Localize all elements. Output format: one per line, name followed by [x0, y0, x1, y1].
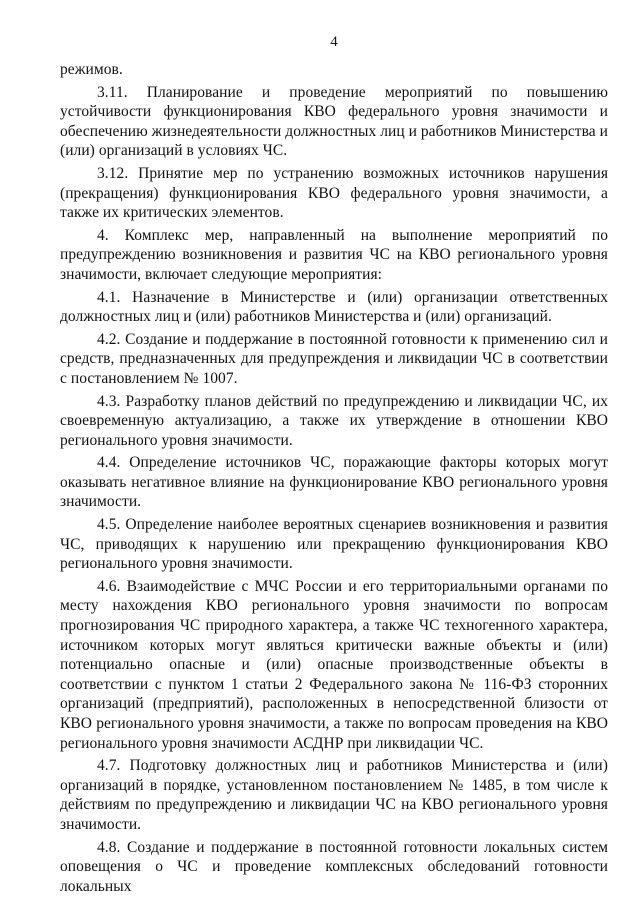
paragraph-4-3: 4.3. Разработку планов действий по предупреждению и ликвидации ЧС, их своевременную актуализацию, а также их утверждение в отношении КВО регионального уровня значимости.: [60, 392, 608, 449]
paragraph-4: 4. Комплекс мер, направленный на выполнение мероприятий по предупреждению возникновения и развития ЧС на КВО регионального уровня значимости, включает следующие мероприятия:: [60, 226, 608, 283]
page-number: 4: [330, 34, 338, 50]
paragraph-4-2: 4.2. Создание и поддержание в постоянной готовности к применению сил и средств, предназначенных для предупреждения и ликвидации ЧС в соответствии с постановлением № 1007.: [60, 330, 608, 387]
paragraph-4-6: 4.6. Взаимодействие с МЧС России и его территориальными органами по месту нахождения КВО регионального уровня значимости по вопросам прогнозирования ЧС природного характера, а также ЧС техногенного характера, источником которых могут являться критически важные объекты и (или) потенциально опасные и (или) опасные производственные объекты в соответствии с пунктом 1 статьи 2 Федерального закона № 116-ФЗ сторонних организаций (предприятий), расположенных в непосредственной близости от КВО регионального уровня значимости, а также по вопросам проведения на КВО регионального уровня значимости АСДНР при ликвидации ЧС.: [60, 577, 608, 752]
paragraph-4-1: 4.1. Назначение в Министерстве и (или) организации ответственных должностных лиц и (или) работников Министерства и (или) организаций.: [60, 288, 608, 326]
document-page: [60, 32, 608, 899]
paragraph-4-5: 4.5. Определение наиболее вероятных сценариев возникновения и развития ЧС, приводящих к нарушению или прекращению функционирования КВО регионального уровня значимости.: [60, 516, 608, 573]
paragraph-3-11: 3.11. Планирование и проведение мероприятий по повышению устойчивости функционирования КВО федерального уровня значимости и обеспечению жизнедеятельности должностных лиц и работников Министерства и (или) организаций в условиях ЧС.: [60, 83, 608, 160]
paragraph-4-8: 4.8. Создание и поддержание в постоянной готовности локальных систем оповещения о ЧС и проведение комплексных обследований готовности локальных: [60, 838, 608, 895]
paragraph-3-12: 3.12. Принятие мер по устранению возможных источников нарушения (прекращения) функционирования КВО федерального уровня значимости, а также их критических элементов.: [60, 164, 608, 222]
paragraph-continuation: режимов.: [60, 61, 123, 78]
paragraph-4-7: 4.7. Подготовку должностных лиц и работников Министерства и (или) организаций в порядке, установленном постановлением № 1485, в том числе к действиям по предупреждению и ликвидации ЧС на КВО регионального уровня значимости.: [60, 757, 608, 833]
paragraph-4-4: 4.4. Определение источников ЧС, поражающие факторы которых могут оказывать негативное влияние на функционирование КВО регионального уровня значимости.: [60, 454, 608, 511]
